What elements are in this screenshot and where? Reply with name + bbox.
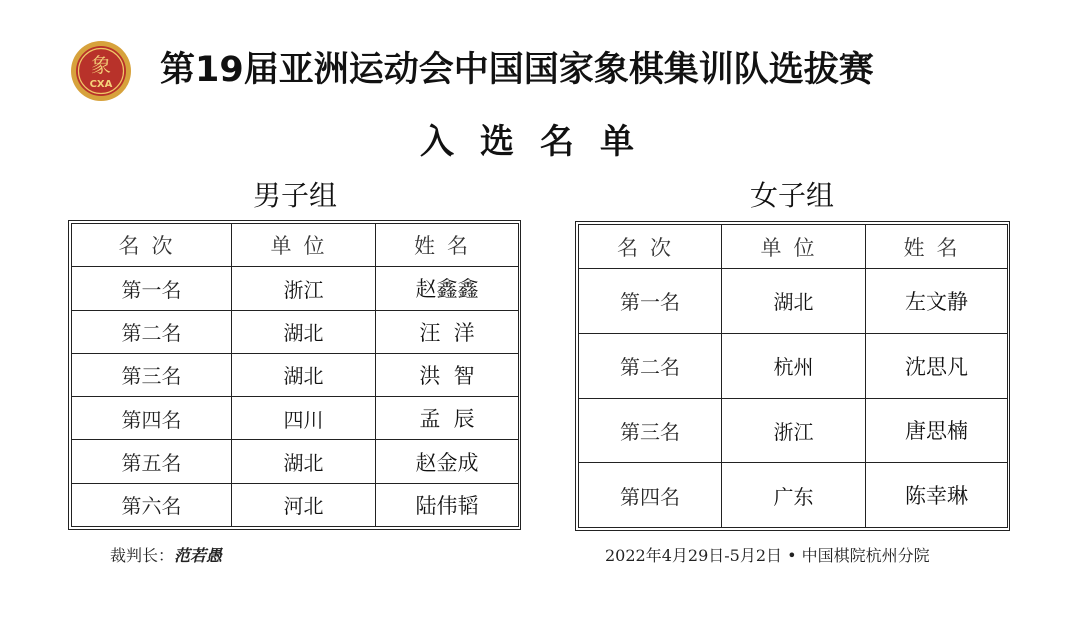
unit-cell: 浙江: [232, 267, 376, 310]
name-cell: 沈思凡: [866, 333, 1008, 398]
referee-name: 范若愚: [174, 546, 223, 565]
table-row: [72, 483, 519, 526]
table-row: [579, 463, 1008, 528]
rank-cell: 第四名: [579, 463, 722, 528]
table-row: [72, 397, 519, 440]
header-name: 姓名: [376, 224, 519, 267]
rank-cell: 第二名: [579, 333, 722, 398]
name-cell: 孟 辰: [376, 397, 519, 440]
table-header-row: [579, 225, 1008, 269]
rank-cell: 第一名: [579, 269, 722, 334]
rank-cell: 第二名: [72, 310, 232, 353]
table-header-row: [72, 224, 519, 267]
women-table-frame: [575, 221, 1010, 531]
table-row: [72, 310, 519, 353]
men-table: [71, 223, 519, 527]
name-cell: 陆伟韬: [376, 483, 519, 526]
women-group-title: 女子组: [749, 179, 834, 212]
cxa-logo-icon: [70, 40, 132, 102]
unit-cell: 杭州: [722, 333, 866, 398]
table-row: [72, 353, 519, 396]
logo-text: CXA: [89, 79, 113, 90]
unit-cell: 河北: [232, 483, 376, 526]
rank-cell: 第三名: [579, 398, 722, 463]
name-cell: 左文静: [866, 269, 1008, 334]
name-cell: 陈幸琳: [866, 463, 1008, 528]
table-row: [579, 269, 1008, 334]
name-cell: 赵鑫鑫: [376, 267, 519, 310]
referee-label: 裁判长：: [110, 546, 175, 565]
header-unit: 单位: [722, 225, 866, 269]
referee-line: [110, 543, 222, 569]
unit-cell: 广东: [722, 463, 866, 528]
table-row: [72, 440, 519, 483]
header-rank: 名次: [579, 225, 722, 269]
name-cell: 赵金成: [376, 440, 519, 483]
page-subtitle: 入选名单: [420, 122, 660, 162]
table-row: [579, 333, 1008, 398]
date-venue: 2022年4月29日-5月2日 • 中国棋院杭州分院: [605, 546, 930, 565]
unit-cell: 湖北: [722, 269, 866, 334]
rank-cell: 第三名: [72, 353, 232, 396]
unit-cell: 湖北: [232, 440, 376, 483]
name-cell: 唐思楠: [866, 398, 1008, 463]
name-cell: 汪 洋: [376, 310, 519, 353]
header-name: 姓名: [866, 225, 1008, 269]
rank-cell: 第一名: [72, 267, 232, 310]
name-cell: 洪 智: [376, 353, 519, 396]
rank-cell: 第四名: [72, 397, 232, 440]
unit-cell: 湖北: [232, 353, 376, 396]
men-table-frame: [68, 220, 521, 530]
unit-cell: 湖北: [232, 310, 376, 353]
header-rank: 名次: [72, 224, 232, 267]
header-unit: 单位: [232, 224, 376, 267]
unit-cell: 浙江: [722, 398, 866, 463]
rank-cell: 第六名: [72, 483, 232, 526]
men-group-title: 男子组: [252, 179, 337, 212]
table-row: [72, 267, 519, 310]
rank-cell: 第五名: [72, 440, 232, 483]
logo-glyph: 象: [91, 53, 111, 77]
unit-cell: 四川: [232, 397, 376, 440]
women-table: [578, 224, 1008, 528]
table-row: [579, 398, 1008, 463]
page-title: 第19届亚洲运动会中国国家象棋集训队选拔赛: [160, 50, 874, 90]
